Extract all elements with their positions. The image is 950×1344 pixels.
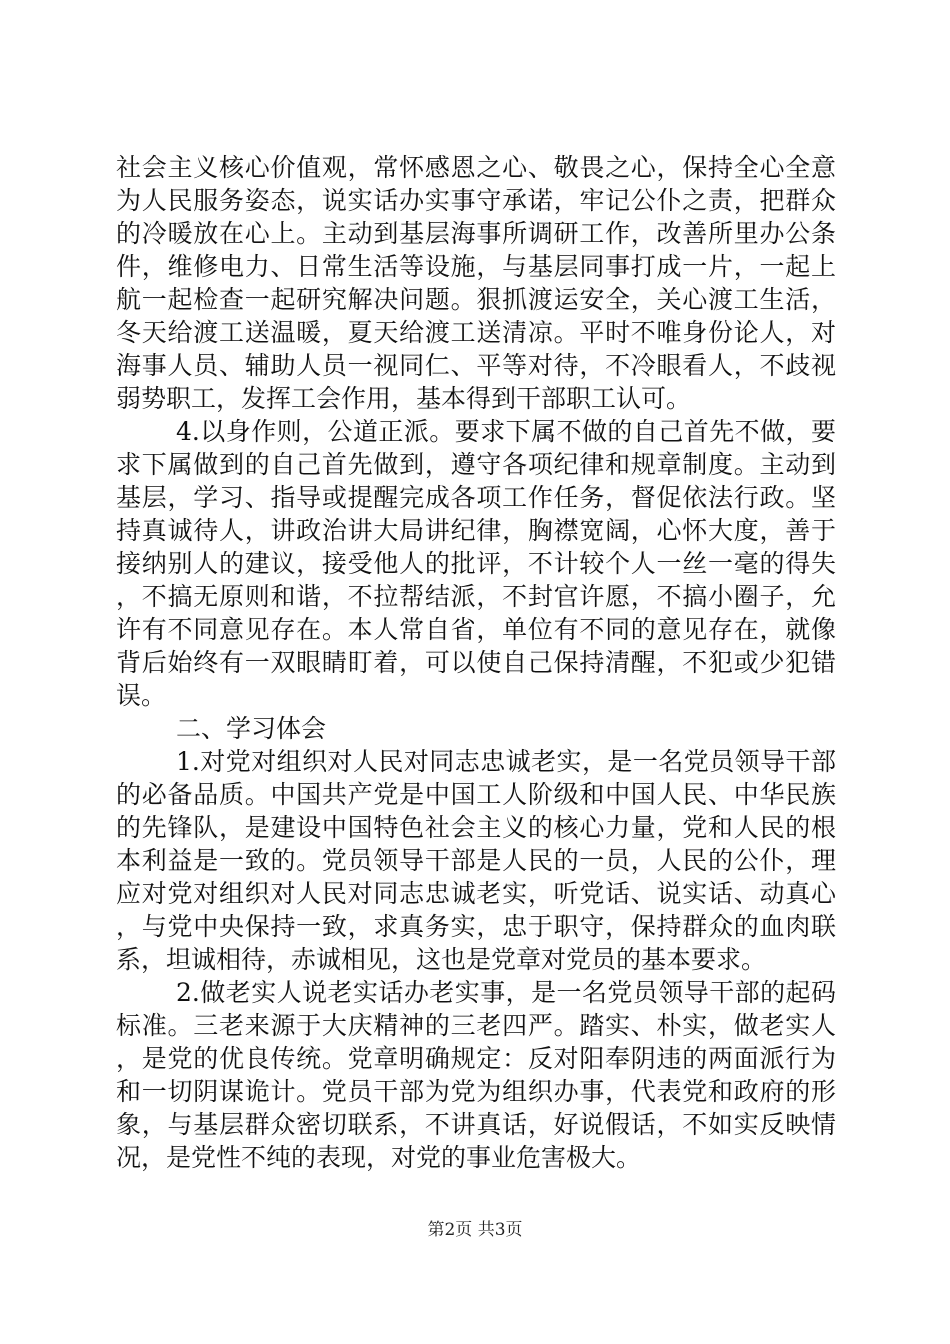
document-body	[116, 151, 836, 1174]
section-heading-learning: 二、学习体会	[176, 714, 327, 743]
paragraph-item-1: 1.对党对组织对人民对同志忠诚老实，是一名党员领导干部的必备品质。中国共产党是中国工人阶级和中国人民、中华民族的先锋队，是建设中国特色社会主义的核心力量，党和人民的根本利益是一致的。党员领导干部是人民的一员，人民的公仆，理应对党对组织对人民对同志忠诚老实，听党话、说实话、动真心，与党中央保持一致，求真务实，忠于职守，保持群众的血肉联系，坦诚相待，赤诚相见，这也是党章对党员的基本要求。	[116, 747, 836, 974]
paragraph-continuation: 社会主义核心价值观，常怀感恩之心、敬畏之心，保持全心全意为人民服务姿态，说实话办实事守承诺，牢记公仆之责，把群众的冷暖放在心上。主动到基层海事所调研工作，改善所里办公条件，维修电力、日常生活等设施，与基层同事打成一片，一起上航一起检查一起研究解决问题。狠抓渡运安全，关心渡工生活，冬天给渡工送温暖，夏天给渡工送清凉。平时不唯身份论人，对海事人员、辅助人员一视同仁、平等对待，不冷眼看人，不歧视弱势职工，发挥工会作用，基本得到干部职工认可。	[116, 153, 836, 413]
paragraph-item-2: 2.做老实人说老实话办老实事，是一名党员领导干部的起码标准。三老来源于大庆精神的三老四严。踏实、朴实，做老实人，是党的优良传统。党章明确规定：反对阳奉阴违的两面派行为和一切阴谋诡计。党员干部为党为组织办事，代表党和政府的形象，与基层群众密切联系，不讲真话，好说假话，不如实反映情况，是党性不纯的表现，对党的事业危害极大。	[116, 978, 836, 1172]
paragraph-item-4: 4.以身作则，公道正派。要求下属不做的自己首先不做，要求下属做到的自己首先做到，遵守各项纪律和规章制度。主动到基层，学习、指导或提醒完成各项工作任务，督促依法行政。坚持真诚待人，讲政治讲大局讲纪律，胸襟宽阔，心怀大度，善于接纳别人的建议，接受他人的批评，不计较个人一丝一毫的得失，不搞无原则和谐，不拉帮结派，不封官许愿，不搞小圈子，允许有不同意见存在。本人常自省，单位有不同的意见存在，就像背后始终有一双眼睛盯着，可以使自己保持清醒，不犯或少犯错误。	[116, 417, 836, 710]
page-number-footer: 第2页 共3页	[427, 1220, 523, 1240]
